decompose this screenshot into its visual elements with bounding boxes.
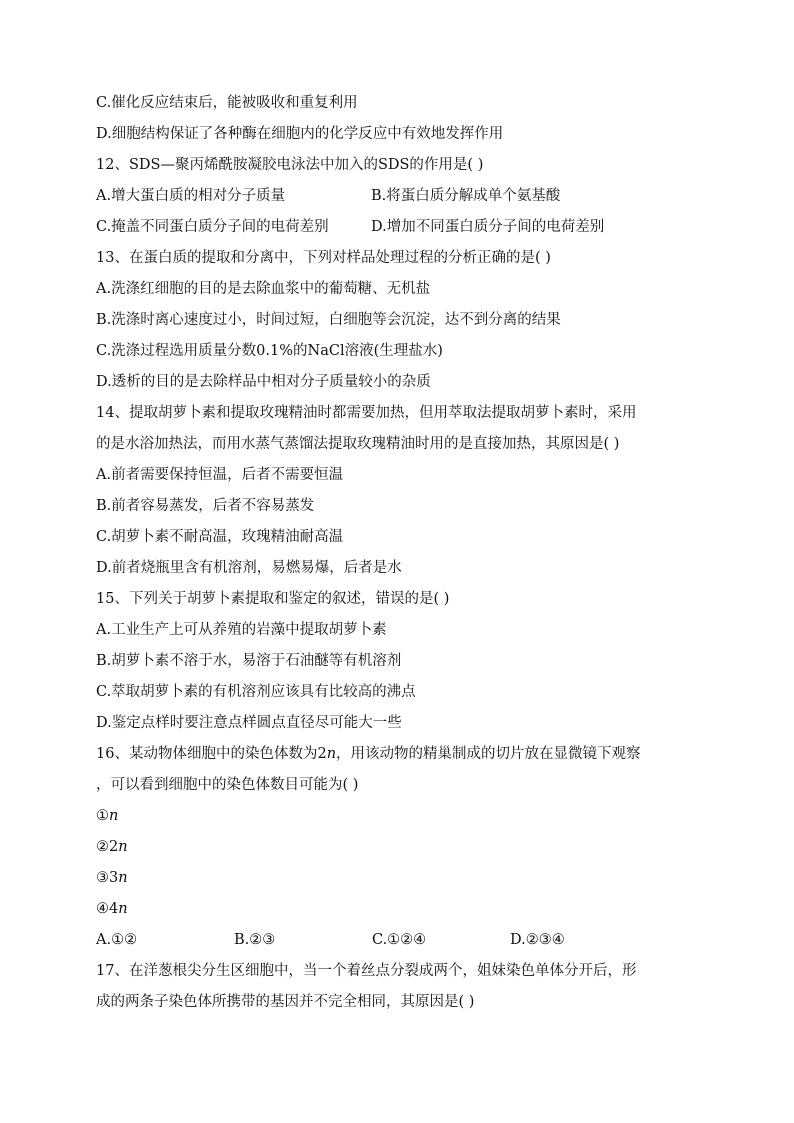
q15-option-a: A.工业生产上可从养殖的岩藻中提取胡萝卜素 <box>96 622 387 638</box>
q13-option-c: C.洗涤过程选用质量分数0.1%的NaCl溶液(生理盐水) <box>96 343 443 359</box>
q12-stem: 12、SDS—聚丙烯酰胺凝胶电泳法中加入的SDS的作用是( ) <box>96 157 484 173</box>
q13-stem: 13、在蛋白质的提取和分离中，下列对样品处理过程的分析正确的是( ) <box>96 250 551 266</box>
q16-stem-variable: n <box>326 746 337 762</box>
q16-item-coef: 3 <box>109 870 119 886</box>
q16-item-variable: n <box>118 901 128 917</box>
q11-option-d: D.细胞结构保证了各种酶在细胞内的化学反应中有效地发挥作用 <box>96 126 504 142</box>
q14-stem-line-2: 的是水浴加热法，而用水蒸气蒸馏法提取玫瑰精油时用的是直接加热，其原因是( ) <box>96 436 620 452</box>
q15-option-b: B.胡萝卜素不溶于水，易溶于石油醚等有机溶剂 <box>96 653 402 669</box>
q16-item-variable: n <box>118 870 128 886</box>
q16-item-4 <box>96 894 698 925</box>
q16-option-a: A.①② <box>96 932 138 948</box>
q16-item-number: ③ <box>96 870 109 886</box>
q15-option-d: D.鉴定点样时要注意点样圆点直径尽可能大一些 <box>96 715 402 731</box>
q13-option-d: D.透析的目的是去除样品中相对分子质量较小的杂质 <box>96 374 431 390</box>
q12-option-b: B.将蛋白质分解成单个氨基酸 <box>371 188 561 204</box>
q16-item-3 <box>96 863 698 894</box>
q16-options-row <box>96 925 698 956</box>
q16-option-d: D.②③④ <box>510 932 565 948</box>
q17-stem-line-2: 成的两条子染色体所携带的基因并不完全相同，其原因是( ) <box>96 994 475 1010</box>
q17-stem-line-1: 17、在洋葱根尖分生区细胞中，当一个着丝点分裂成两个，姐妹染色单体分开后，形 <box>96 963 637 979</box>
q13-option-a: A.洗涤红细胞的目的是去除血浆中的葡萄糖、无机盐 <box>96 281 431 297</box>
q16-item-variable: n <box>118 839 128 855</box>
q12-option-d: D.增加不同蛋白质分子间的电荷差别 <box>371 219 605 235</box>
q16-item-variable: n <box>109 808 119 824</box>
q15-option-c: C.萃取胡萝卜素的有机溶剂应该具有比较高的沸点 <box>96 684 416 700</box>
q16-item-coef: 4 <box>109 901 119 917</box>
q16-item-number: ① <box>96 808 109 824</box>
q16-stem-line-2: ，可以看到细胞中的染色体数目可能为( ) <box>96 777 359 793</box>
q14-option-b: B.前者容易蒸发，后者不容易蒸发 <box>96 498 315 514</box>
q16-stem-post: ，用该动物的精巢制成的切片放在显微镜下观察 <box>336 746 641 762</box>
q16-option-c: C.①②④ <box>372 932 427 948</box>
q11-option-c: C.催化反应结束后，能被吸收和重复利用 <box>96 95 358 111</box>
exam-page <box>96 88 698 1018</box>
q14-option-d: D.前者烧瓶里含有机溶剂，易燃易爆，后者是水 <box>96 560 402 576</box>
q16-item-coef: 2 <box>109 839 119 855</box>
q14-stem-line-1: 14、提取胡萝卜素和提取玫瑰精油时都需要加热，但用萃取法提取胡萝卜素时，采用 <box>96 405 637 421</box>
q16-option-b: B.②③ <box>234 932 276 948</box>
q14-option-c: C.胡萝卜素不耐高温，玫瑰精油耐高温 <box>96 529 344 545</box>
q14-option-a: A.前者需要保持恒温，后者不需要恒温 <box>96 467 344 483</box>
q16-item-number: ④ <box>96 901 109 917</box>
q12-option-a: A.增大蛋白质的相对分子质量 <box>96 188 286 204</box>
q13-option-b: B.洗涤时离心速度过小，时间过短，白细胞等会沉淀，达不到分离的结果 <box>96 312 561 328</box>
q16-item-1 <box>96 801 698 832</box>
q12-options-row-1 <box>96 181 698 212</box>
q12-option-c: C.掩盖不同蛋白质分子间的电荷差别 <box>96 219 329 235</box>
q16-item-2 <box>96 832 698 863</box>
q15-stem: 15、下列关于胡萝卜素提取和鉴定的叙述，错误的是( ) <box>96 591 450 607</box>
q16-stem-line-1 <box>96 739 698 770</box>
q12-options-row-2 <box>96 212 698 243</box>
q16-stem-pre: 16、某动物体细胞中的染色体数为2 <box>96 746 327 762</box>
q16-item-number: ② <box>96 839 109 855</box>
